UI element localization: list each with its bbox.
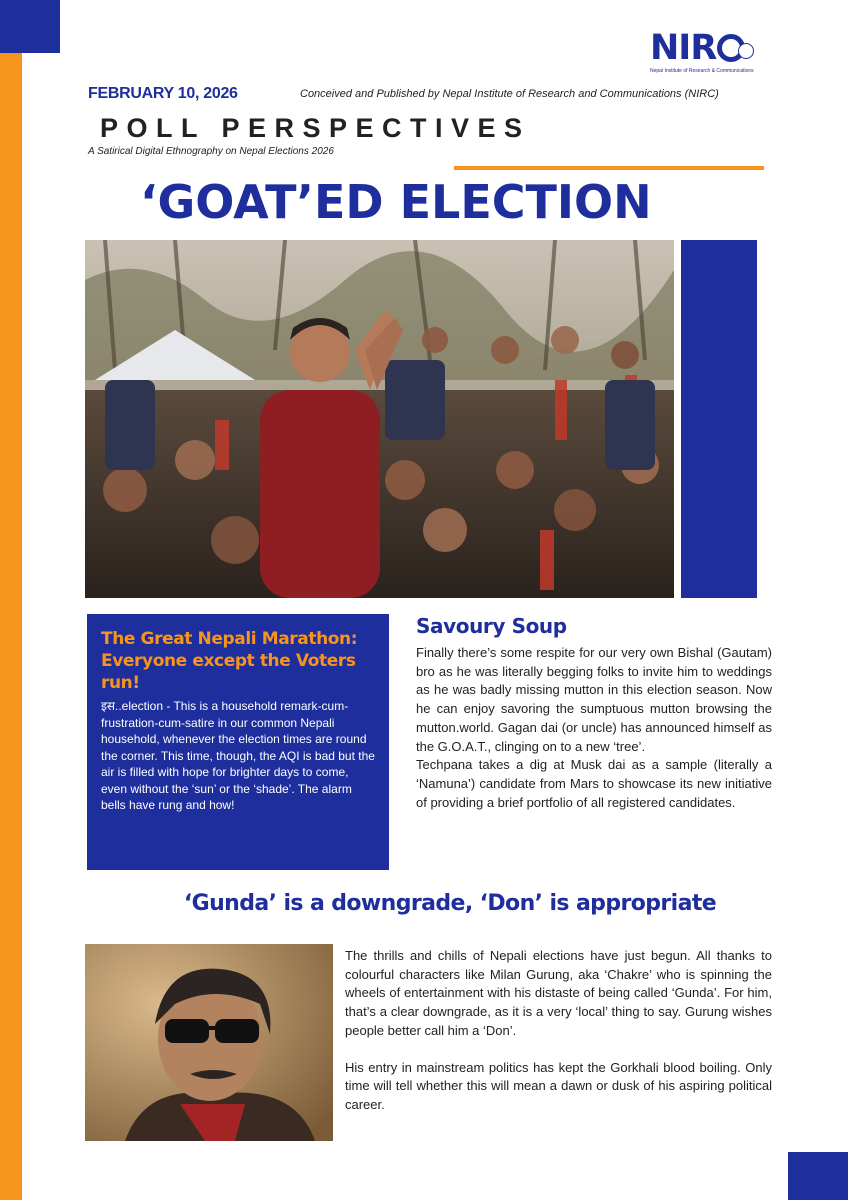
- orange-side-stripe: [0, 53, 22, 1200]
- corner-block-bottom-right: [788, 1152, 848, 1200]
- corner-block-top-left: [0, 0, 60, 53]
- logo-ring-icon: [717, 34, 745, 62]
- logo-subtitle: Nepal Institute of Research & Communications: [650, 68, 754, 74]
- headline-rule: [454, 166, 764, 170]
- portrait-photo: [85, 944, 333, 1141]
- article-body-savoury-soup: [416, 644, 772, 812]
- section-title-gunda-don: ‘Gunda’ is a downgrade, ‘Don’ is appropriate: [183, 891, 717, 916]
- blue-accent-bar: [681, 240, 757, 598]
- sidebar-callout: [87, 614, 389, 870]
- sidebar-body: इस..election - This is a household remark-cum-frustration-cum-satire in our common Nepali household, whenever the election times are round the corner. This time, though, the AQI is bad but the air is filled with hope for brighter days to come, even without the ‘sun’ or the ‘shade’. The alarm bells have rung and how!: [101, 699, 375, 812]
- article-title-savoury-soup: Savoury Soup: [416, 614, 567, 638]
- paragraph: Finally there’s some respite for our very own Bishal (Gautam) bro as he was literally begging folks to invite him to weddings as he was badly missing mutton in this election season. Now he can enjoy savoring the sumptuous mutton browsing the mutton.world. Gagan dai (or uncle) has announced himself as the G.O.A.T., clinging on to a new ‘tree’.: [416, 645, 772, 754]
- paragraph: Techpana takes a dig at Musk dai as a sample (literally a ‘Namuna’) candidate from Mars to showcase its new initiative of providing a brief portfolio of all registered candidates.: [416, 757, 772, 810]
- series-title: POLL PERSPECTIVES: [100, 113, 531, 143]
- nirc-logo: NIR Nepal Institute of Research & Communications: [650, 30, 770, 80]
- sidebar-title: The Great Nepali Marathon: Everyone except the Voters run!: [101, 629, 358, 693]
- rally-photo: [85, 240, 674, 598]
- paragraph: His entry in mainstream politics has kept the Gorkhali blood boiling. Only time will tell whether this will mean a dawn or dusk of his aspiring political career.: [345, 1059, 772, 1112]
- series-subtitle: A Satirical Digital Ethnography on Nepal Elections 2026: [88, 146, 334, 157]
- publisher-line: Conceived and Published by Nepal Institute of Research and Communications (NIRC): [300, 88, 719, 100]
- issue-date: FEBRUARY 10, 2026: [88, 85, 238, 102]
- paragraph: The thrills and chills of Nepali elections have just begun. All thanks to colourful characters like Milan Gurung, aka ‘Chakre’ who is spinning the wheels of entertainment with his distaste of being called ‘Gunda’. For him, that’s a clear downgrade, as it is a very ‘local’ thing to say. Gurung wishes people better call him a ‘Don’.: [345, 948, 772, 1038]
- page-headline: ‘GOAT’ED ELECTION: [140, 175, 652, 229]
- article-body-gunda-don: [345, 947, 772, 1115]
